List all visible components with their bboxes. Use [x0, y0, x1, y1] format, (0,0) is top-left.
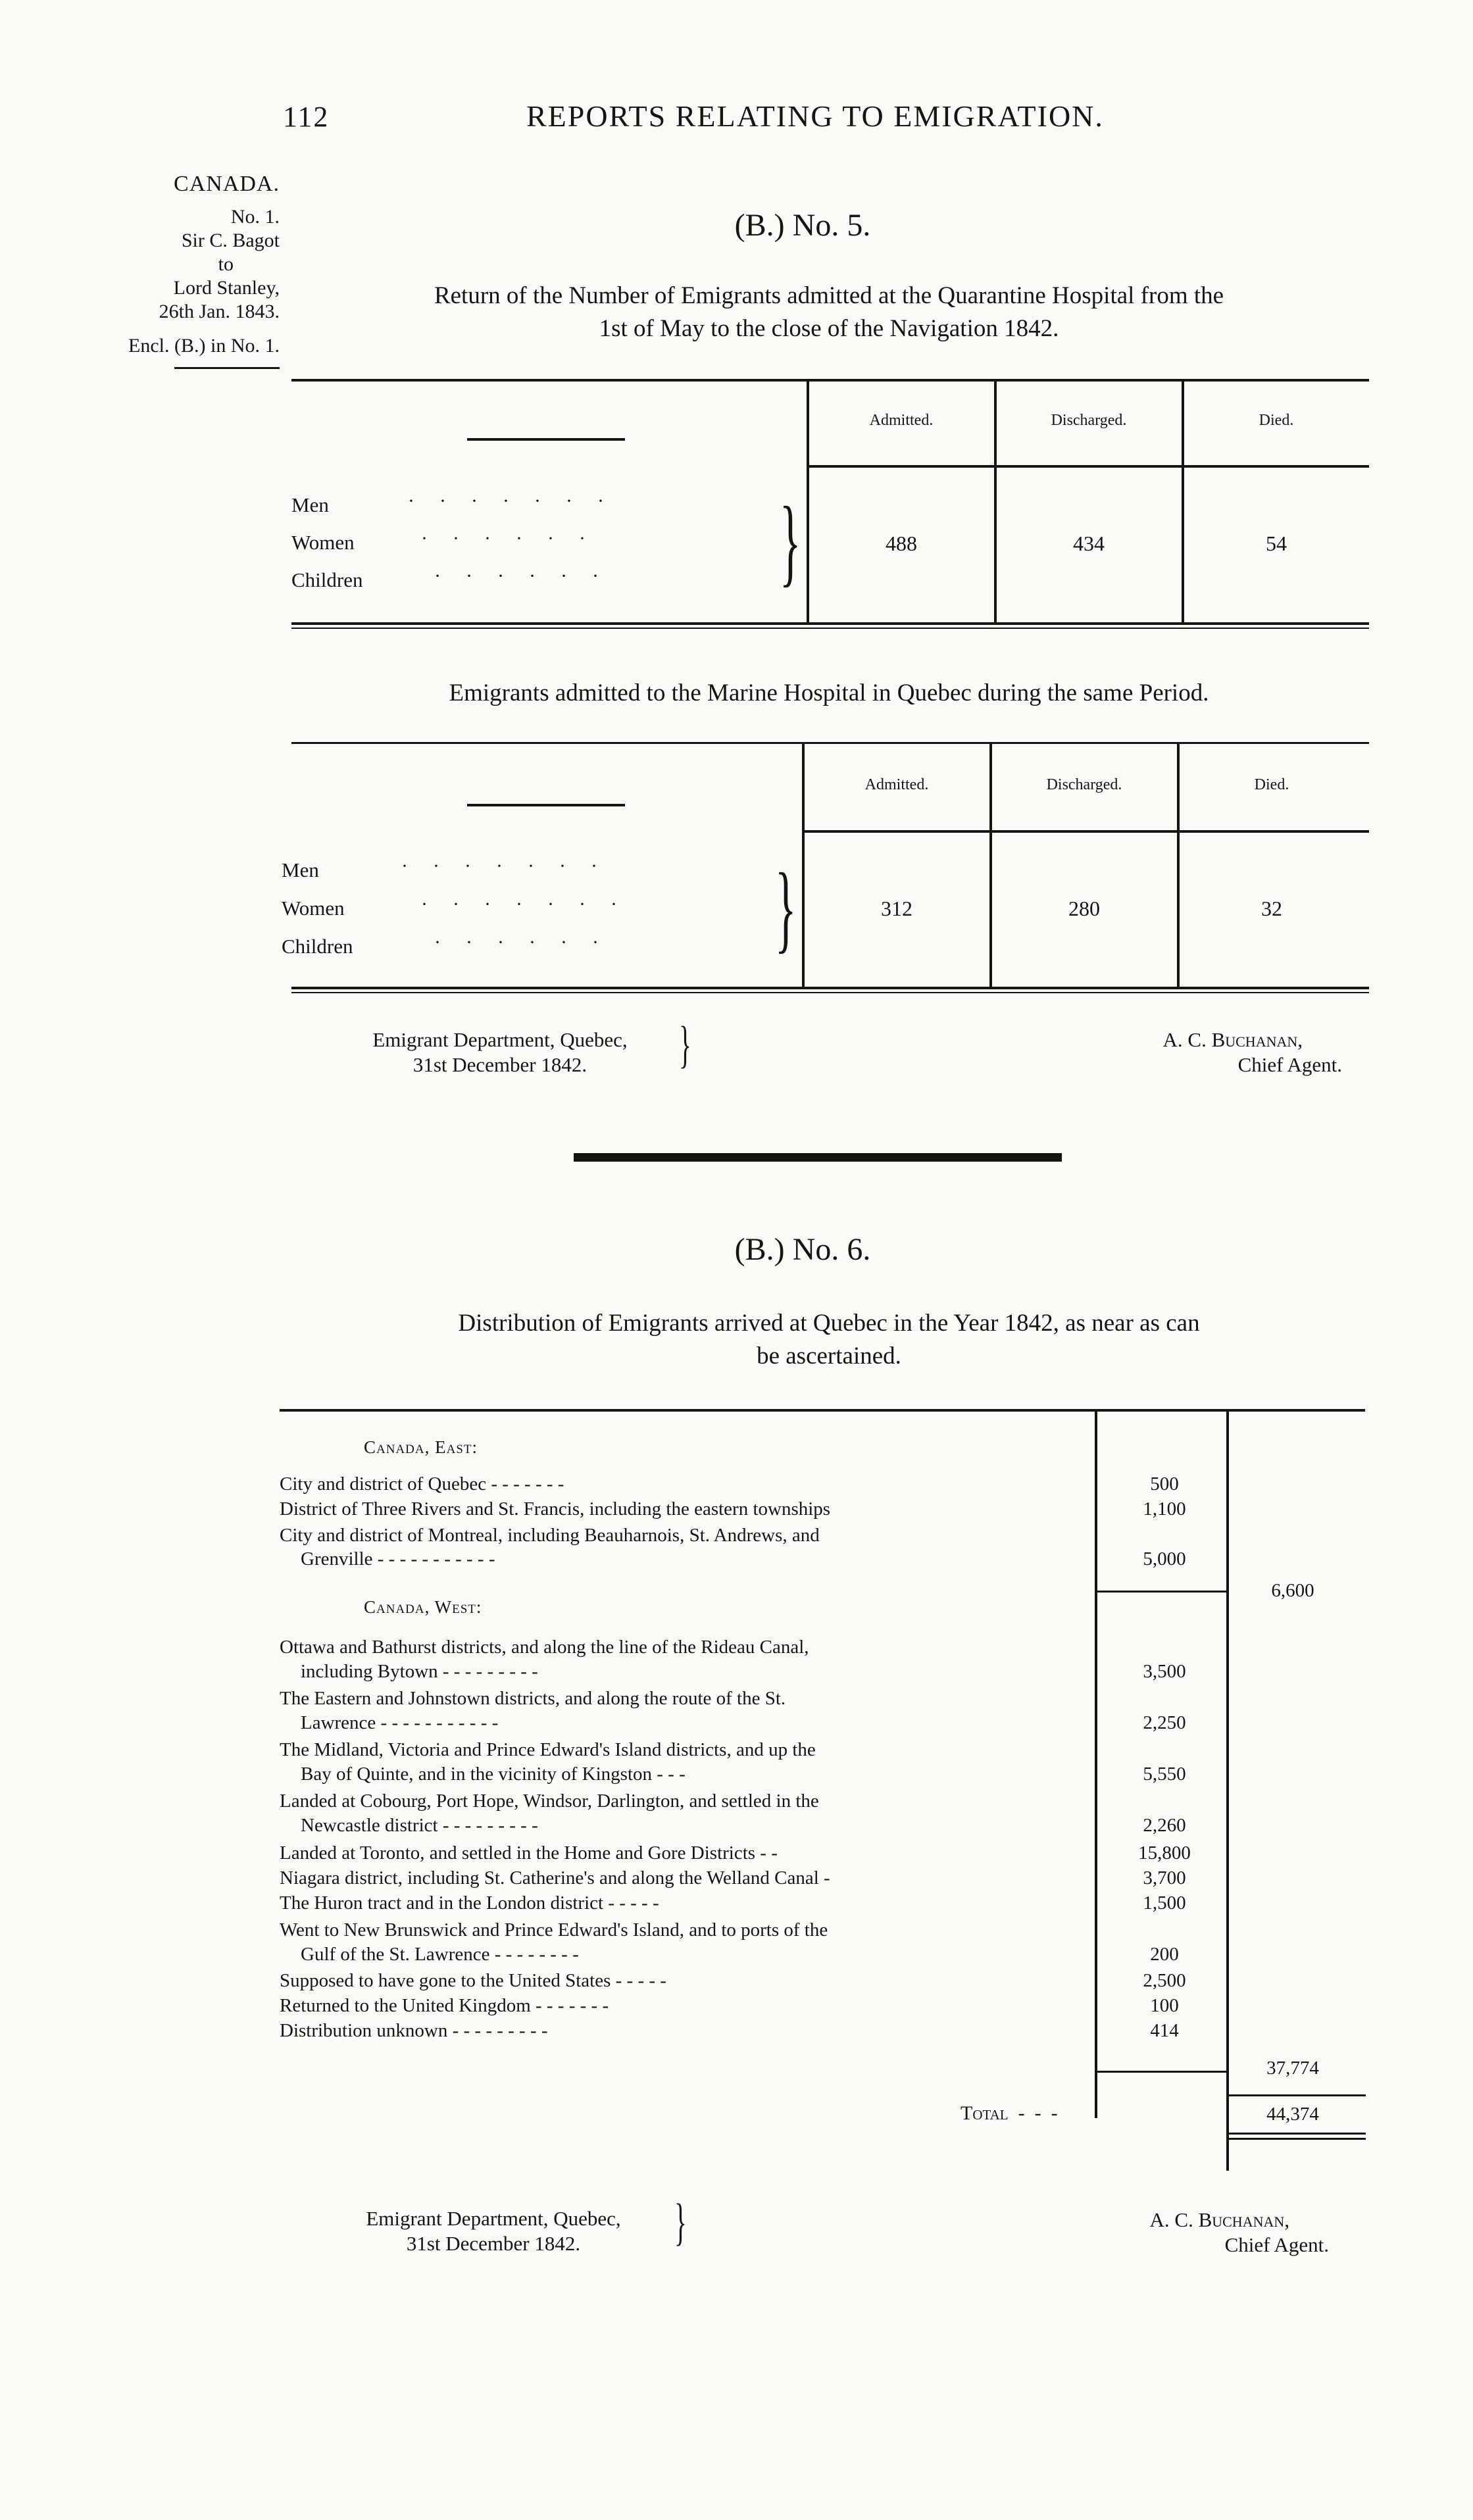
marine-col-admitted: Admitted.: [864, 776, 929, 793]
marine-admitted-value: 312: [881, 897, 912, 920]
b6-east-heading: Canada, East:: [364, 1437, 478, 1457]
b5-bottom-rule-b: [291, 628, 1369, 629]
b6-west-row-2-text: The Eastern and Johnstown districts, and along the route of the St.: [280, 1689, 786, 1708]
b5-row-children: Children: [291, 568, 363, 591]
marine-bottom-rule-b: [291, 992, 1369, 993]
marine-died-value: 32: [1261, 897, 1282, 920]
b5-stub-rule: [467, 438, 625, 441]
b6-west-row-10-text: Returned to the United Kingdom - - - - - - -: [280, 1996, 609, 2015]
b5-title-line2: 1st of May to the close of the Navigation 1842.: [599, 315, 1059, 342]
sign2-agent-block: [1000, 2208, 1329, 2258]
b5-head-rule: [808, 465, 1369, 468]
sign1-title: Chief Agent.: [1237, 1053, 1342, 1076]
marine-leader-dots-2: ·······: [421, 893, 642, 915]
b6-total-bottom-rule-a: [1226, 2133, 1366, 2135]
sign1-agent-block: [1013, 1027, 1342, 1077]
marine-title: Emigrants admitted to the Marine Hospital in Quebec during the same Period.: [449, 679, 1209, 706]
sign1-date: 31st December 1842.: [412, 1053, 587, 1076]
b6-grand-total: 44,374: [1266, 2104, 1319, 2125]
b6-west-row-7-value: 1,500: [1143, 1892, 1186, 1914]
b6-west-row-2-text-cont: Lawrence - - - - - - - - - - -: [301, 1714, 499, 1733]
b5-leader-dots-3: ······: [434, 565, 624, 587]
sign1-block: [322, 1027, 678, 1077]
marine-discharged-value: 280: [1068, 897, 1100, 920]
sidebar-doc-number: No. 1.: [230, 206, 280, 228]
b6-west-row-8-text-cont: Gulf of the St. Lawrence - - - - - - - -: [301, 1945, 579, 1964]
b6-title-line2: be ascertained.: [757, 1343, 901, 1370]
b6-west-row-2-value: 2,250: [1143, 1712, 1186, 1733]
b6-west-row-5-text: Landed at Toronto, and settled in the Home and Gore Districts - -: [280, 1844, 778, 1863]
b6-west-row-10-value: 100: [1150, 1995, 1179, 2016]
b6-east-row-1-text: City and district of Quebec - - - - - - -: [280, 1475, 564, 1494]
b6-west-row-6-value: 3,700: [1143, 1867, 1186, 1889]
sidebar-note: [53, 172, 280, 369]
b6-east-row-3-text-cont: Grenville - - - - - - - - - - -: [301, 1550, 495, 1569]
sidebar-enclosure: Encl. (B.) in No. 1.: [128, 335, 280, 357]
b6-west-row-1-value: 3,500: [1143, 1661, 1186, 1682]
b6-west-row-4-text: Landed at Cobourg, Port Hope, Windsor, Darlington, and settled in the: [280, 1792, 819, 1811]
b6-total-bottom-rule-b: [1226, 2138, 1366, 2140]
b6-west-row-5-value: 15,800: [1138, 1842, 1191, 1864]
b6-west-row-1-text-cont: including Bytown - - - - - - - - -: [301, 1662, 538, 1681]
marine-bottom-rule-a: [291, 987, 1369, 989]
b6-west-row-8-text: Went to New Brunswick and Prince Edward's Island, and to ports of the: [280, 1921, 828, 1940]
sign2-name: A. C. Buchanan,: [1149, 2208, 1289, 2231]
marine-row-men: Men: [282, 858, 319, 881]
sidebar-date: 26th Jan. 1843.: [159, 301, 280, 322]
marine-head-rule: [803, 830, 1369, 833]
b6-east-row-2-text: District of Three Rivers and St. Francis, including the eastern townships: [280, 1500, 831, 1519]
b6-west-row-11-text: Distribution unknown - - - - - - - - -: [280, 2021, 548, 2040]
b5-row-men: Men: [291, 493, 329, 516]
b6-west-row-8-value: 200: [1150, 1944, 1179, 1965]
b6-west-row-3-text-cont: Bay of Quinte, and in the vicinity of Kingston - - -: [301, 1765, 686, 1784]
b6-east-row-1-value: 500: [1150, 1473, 1179, 1495]
b6-total-top-rule: [1226, 2094, 1366, 2096]
b5-col-discharged: Discharged.: [1051, 412, 1127, 429]
b6-west-row-4-value: 2,260: [1143, 1815, 1186, 1836]
b6-west-row-11-value: 414: [1150, 2020, 1179, 2041]
b6-west-subtotal-rule: [1095, 2071, 1229, 2073]
sidebar-country: CANADA.: [174, 172, 280, 196]
b5-admitted-value: 488: [886, 531, 917, 555]
sidebar-rule: [174, 367, 280, 369]
section-separator: [574, 1153, 1062, 1162]
running-title: REPORTS RELATING TO EMIGRATION.: [526, 99, 1104, 133]
b6-east-row-3-value: 5,000: [1143, 1548, 1186, 1569]
b6-west-row-6-text: Niagara district, including St. Catherine's and along the Welland Canal -: [280, 1869, 830, 1888]
b6-west-row-7-text: The Huron tract and in the London district - - - - -: [280, 1894, 659, 1913]
sign1-brace: }: [679, 1016, 691, 1073]
b6-east-subtotal-rule: [1095, 1591, 1229, 1593]
b6-top-rule: [280, 1409, 1365, 1412]
b5-col-died: Died.: [1259, 412, 1294, 429]
b5-row-women: Women: [291, 531, 355, 554]
b6-west-heading: Canada, West:: [364, 1597, 482, 1617]
marine-brace: }: [775, 853, 797, 962]
b6-west-row-9-value: 2,500: [1143, 1970, 1186, 1991]
sign1-place: Emigrant Department, Quebec,: [372, 1028, 628, 1051]
b6-west-total: 37,774: [1266, 2058, 1319, 2079]
b6-west-row-1-text: Ottawa and Bathurst districts, and along the line of the Rideau Canal,: [280, 1638, 809, 1657]
b6-total-label: Total - - -: [961, 2102, 1058, 2124]
marine-leader-dots-1: ·······: [401, 855, 622, 877]
b6-west-row-3-value: 5,550: [1143, 1764, 1186, 1785]
page-number: 112: [283, 101, 330, 133]
b5-bottom-rule-a: [291, 622, 1369, 625]
marine-leader-dots-3: ······: [434, 931, 624, 953]
b5-discharged-value: 434: [1073, 531, 1105, 555]
b6-west-row-4-text-cont: Newcastle district - - - - - - - - -: [301, 1816, 538, 1835]
sidebar-recipient: Lord Stanley,: [173, 277, 280, 299]
sign2-brace: }: [674, 2193, 687, 2250]
sign1-name: A. C. Buchanan,: [1162, 1028, 1303, 1051]
sidebar-to: to: [218, 253, 234, 275]
b5-title-line1: Return of the Number of Emigrants admitted at the Quarantine Hospital from the: [434, 282, 1224, 309]
b6-section-number: (B.) No. 6.: [734, 1232, 871, 1267]
b6-east-row-2-value: 1,100: [1143, 1498, 1186, 1519]
marine-top-rule: [291, 742, 1369, 744]
b6-title-line1: Distribution of Emigrants arrived at Quebec in the Year 1842, as near as can: [458, 1310, 1200, 1337]
sign2-place: Emigrant Department, Quebec,: [366, 2207, 621, 2230]
b5-died-value: 54: [1266, 531, 1287, 555]
b5-col-admitted: Admitted.: [869, 412, 934, 429]
marine-col-died: Died.: [1254, 776, 1289, 793]
b5-top-rule: [291, 379, 1369, 382]
b6-west-row-9-text: Supposed to have gone to the United States - - - - -: [280, 1971, 666, 1990]
b5-leader-dots-1: ·······: [408, 490, 629, 512]
sign2-title: Chief Agent.: [1224, 2233, 1329, 2256]
marine-stub-rule: [467, 804, 625, 806]
b5-leader-dots-2: ······: [421, 528, 611, 549]
marine-row-women: Women: [282, 897, 345, 920]
b5-brace: }: [780, 487, 801, 596]
marine-col-discharged: Discharged.: [1046, 776, 1122, 793]
sign2-date: 31st December 1842.: [406, 2232, 581, 2255]
b6-east-row-3-text: City and district of Montreal, including Beauharnois, St. Andrews, and: [280, 1526, 820, 1545]
sidebar-from: Sir C. Bagot: [181, 230, 280, 251]
marine-row-children: Children: [282, 935, 353, 958]
b5-section-number: (B.) No. 5.: [734, 208, 871, 243]
b6-col-rule-2: [1226, 1409, 1229, 2171]
sign2-block: [316, 2206, 671, 2256]
b6-east-total: 6,600: [1271, 1580, 1314, 1601]
b6-west-row-3-text: The Midland, Victoria and Prince Edward's Island districts, and up the: [280, 1741, 816, 1760]
